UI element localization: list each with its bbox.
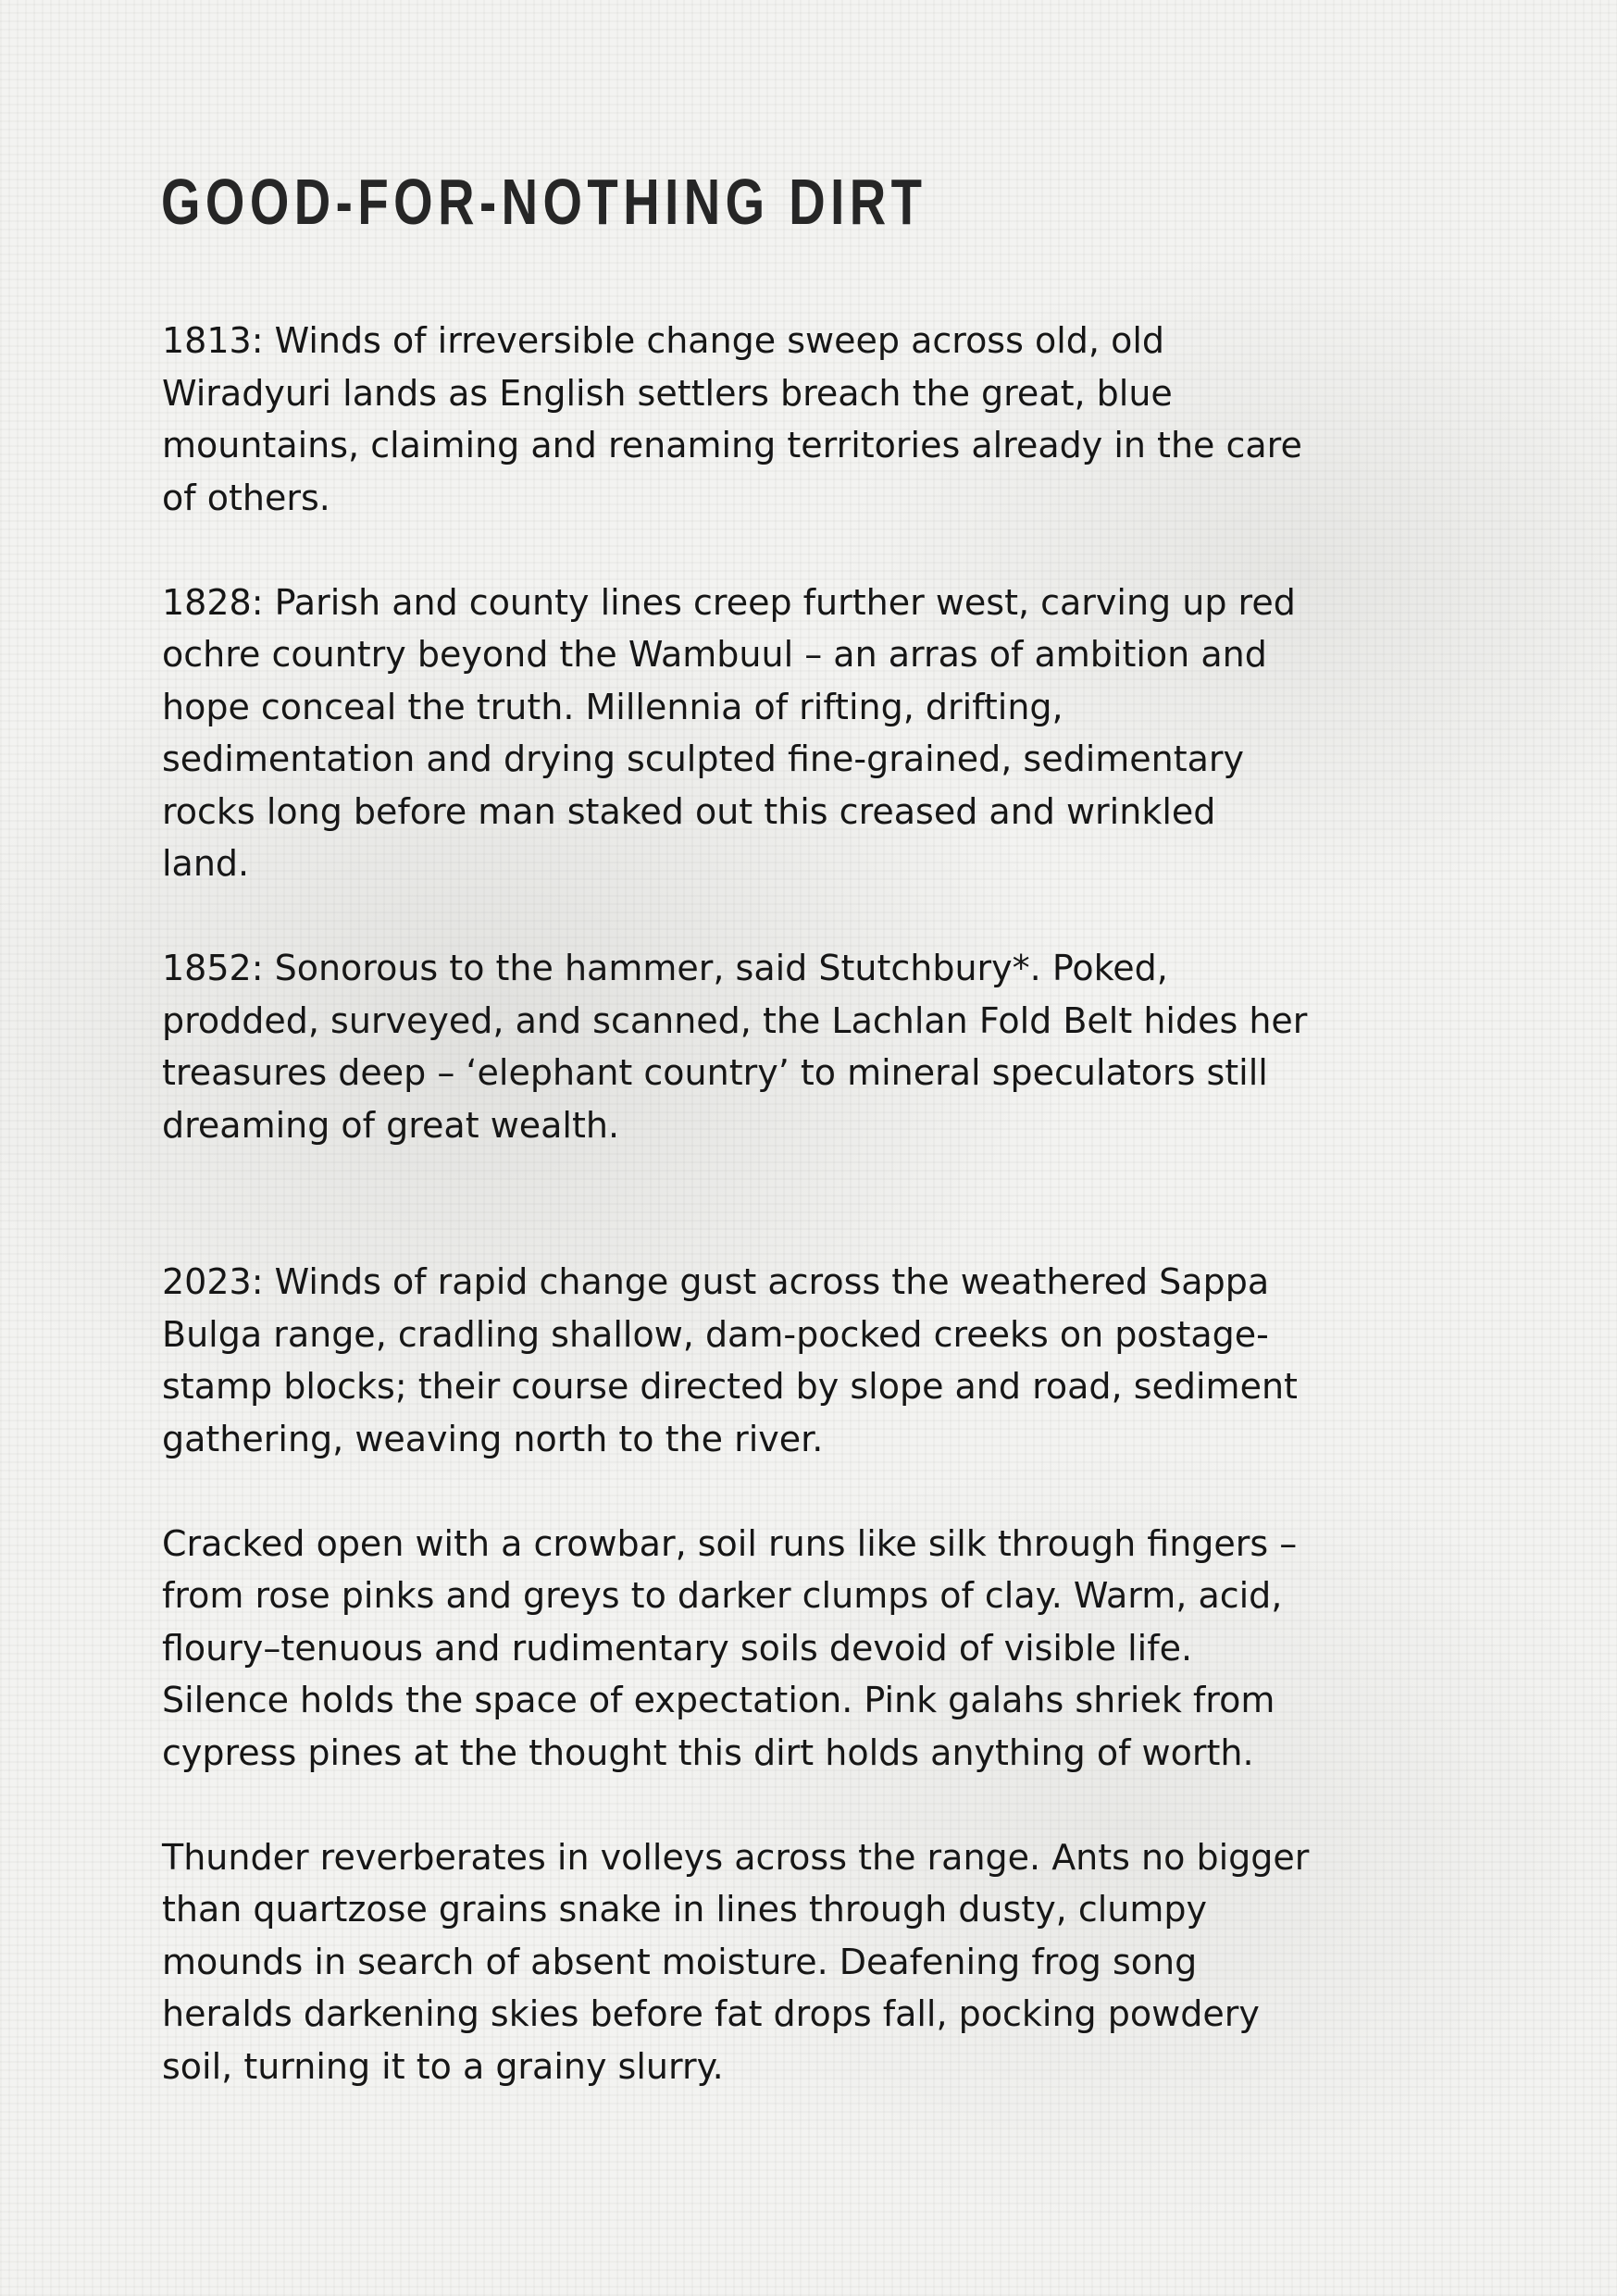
text-line: Cracked open with a crowbar, soil runs like silk through fingers –	[162, 1522, 1298, 1564]
text-line: hope conceal the truth. Millennia of rifting, drifting,	[162, 686, 1063, 727]
text-line: floury–tenuous and rudimentary soils devoid of visible life.	[162, 1627, 1193, 1669]
text-line: 1852: Sonorous to the hammer, said Stutchbury*. Poked,	[162, 948, 1168, 988]
text-line: dreaming of great wealth.	[162, 1104, 620, 1146]
paragraph-spacer	[162, 890, 1458, 943]
text-line: prodded, surveyed, and scanned, the Lachlan Fold Belt hides her	[162, 999, 1308, 1041]
text-line: Bulga range, cradling shallow, dam-pocked creeks on postage-	[162, 1313, 1269, 1355]
text-line: mountains, claiming and renaming territories already in the care	[162, 425, 1302, 465]
text-line: of others.	[162, 477, 330, 518]
text-line: heralds darkening skies before fat drops fall, pocking powdery	[162, 1993, 1260, 2034]
body-text	[162, 315, 1458, 2092]
text-line: 1828: Parish and county lines creep further west, carving up red	[162, 581, 1296, 623]
text-line: land.	[162, 843, 250, 884]
text-line: 1813: Winds of irreversible change sweep across old, old	[162, 320, 1164, 361]
text-line: gathering, weaving north to the river.	[162, 1418, 824, 1459]
text-line: rocks long before man staked out this creased and wrinkled	[162, 790, 1216, 832]
paragraph-1813	[162, 315, 1458, 524]
text-line: treasures deep – ‘elephant country’ to mineral speculators still	[162, 1052, 1268, 1093]
text-line: cypress pines at the thought this dirt holds anything of worth.	[162, 1731, 1254, 1773]
paragraph-2023	[162, 1256, 1458, 1465]
paragraph-spacer	[162, 1465, 1458, 1518]
text-line: Thunder reverberates in volleys across the range. Ants no bigger	[162, 1836, 1310, 1878]
text-line: sedimentation and drying sculpted fine-grained, sedimentary	[162, 738, 1245, 779]
paragraph-spacer	[162, 524, 1458, 577]
text-line: 2023: Winds of rapid change gust across the weathered Sappa	[162, 1261, 1270, 1302]
text-line: soil, turning it to a grainy slurry.	[162, 2045, 724, 2087]
paragraph-1852	[162, 942, 1458, 1151]
text-line: Silence holds the space of expectation. Pink galahs shriek from	[162, 1680, 1275, 1720]
paragraph-thunder	[162, 1831, 1458, 2093]
text-line: from rose pinks and greys to darker clumps of clay. Warm, acid,	[162, 1575, 1283, 1616]
text-line: ochre country beyond the Wambuul – an arras of ambition and	[162, 634, 1267, 675]
page-title: GOOD-FOR-NOTHING DIRT	[161, 166, 927, 238]
text-line: stamp blocks; their course directed by slope and road, sediment	[162, 1366, 1298, 1407]
text-line: mounds in search of absent moisture. Deafening frog song	[162, 1941, 1198, 1982]
paragraph-crowbar	[162, 1518, 1458, 1780]
paragraph-spacer	[162, 1151, 1458, 1256]
text-line: Wiradyuri lands as English settlers breach the great, blue	[162, 372, 1173, 414]
text-line: than quartzose grains snake in lines through dusty, clumpy	[162, 1889, 1207, 1930]
paragraph-spacer	[162, 1779, 1458, 1831]
paragraph-1828	[162, 577, 1458, 890]
